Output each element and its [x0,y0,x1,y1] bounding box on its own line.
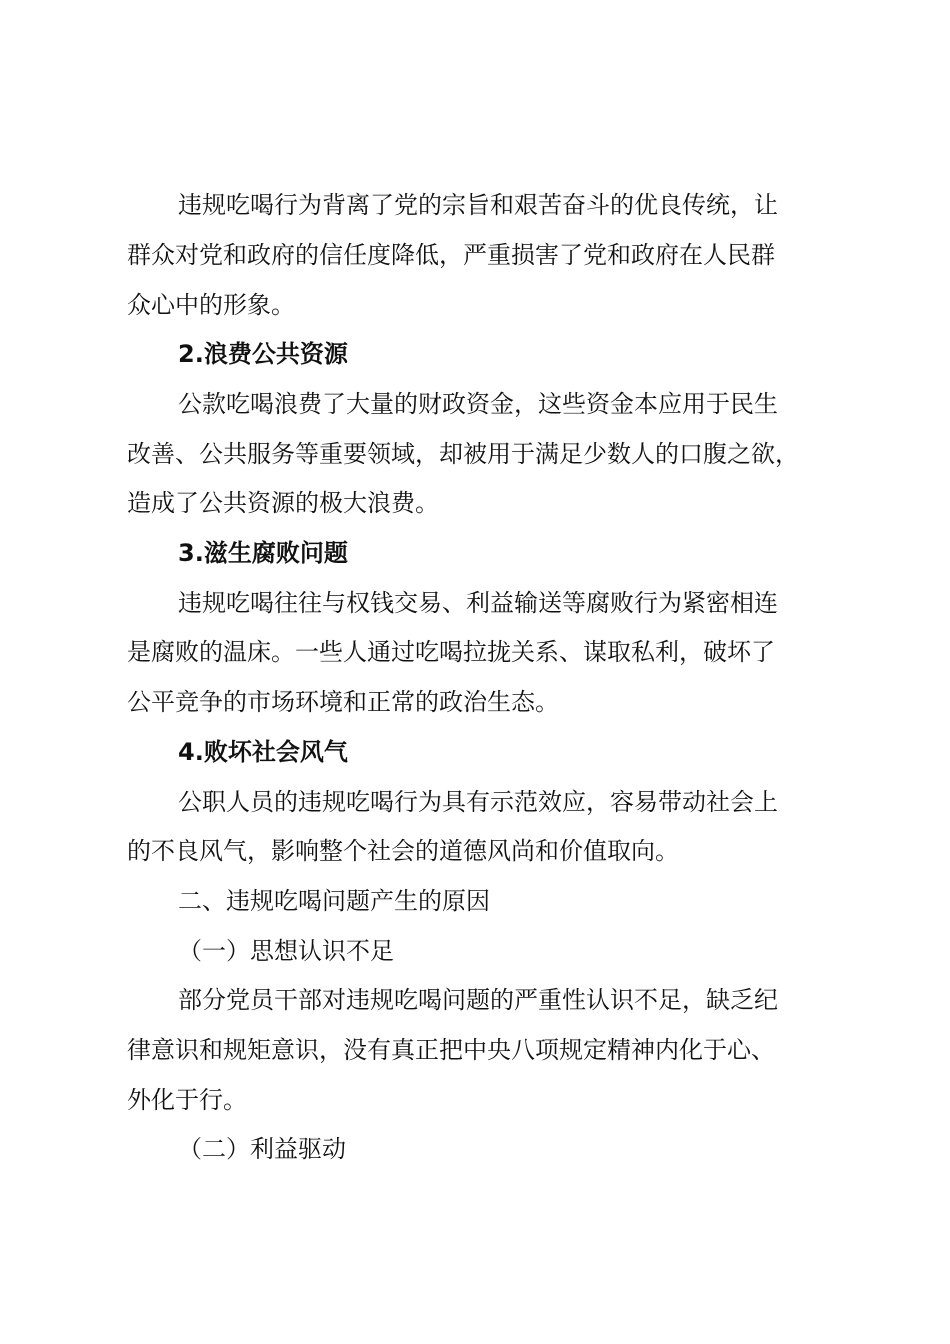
section-heading-causes: 二、违规吃喝问题产生的原因 [178,887,490,915]
subheading-interest-driven: （二）利益驱动 [178,1135,346,1163]
paragraph-line: 律意识和规矩意识，没有真正把中央八项规定精神内化于心、 [127,1036,775,1064]
heading-waste-public-resources: 2.浪费公共资源 [178,340,348,368]
paragraph-line: 违规吃喝行为背离了党的宗旨和艰苦奋斗的优良传统，让 [178,191,778,219]
paragraph-line: 外化于行。 [127,1086,247,1114]
heading-breed-corruption: 3.滋生腐败问题 [178,539,348,567]
subheading-insufficient-awareness: （一）思想认识不足 [178,937,394,965]
paragraph-line: 部分党员干部对违规吃喝问题的严重性认识不足，缺乏纪 [178,986,778,1014]
paragraph-line: 公款吃喝浪费了大量的财政资金，这些资金本应用于民生 [178,390,778,418]
paragraph-line: 改善、公共服务等重要领域，却被用于满足少数人的口腹之欲， [127,440,799,468]
paragraph-line: 是腐败的温床。一些人通过吃喝拉拢关系、谋取私利，破坏了 [127,638,775,666]
paragraph-line: 公职人员的违规吃喝行为具有示范效应，容易带动社会上 [178,788,778,816]
paragraph-line: 众心中的形象。 [127,291,295,319]
paragraph-line: 造成了公共资源的极大浪费。 [127,489,439,517]
paragraph-line: 群众对党和政府的信任度降低，严重损害了党和政府在人民群 [127,241,775,269]
paragraph-line: 的不良风气，影响整个社会的道德风尚和价值取向。 [127,837,679,865]
paragraph-line: 违规吃喝往往与权钱交易、利益输送等腐败行为紧密相连 [178,589,778,617]
paragraph-line: 公平竞争的市场环境和正常的政治生态。 [127,688,559,716]
heading-corrupt-social-ethos: 4.败坏社会风气 [178,738,348,766]
